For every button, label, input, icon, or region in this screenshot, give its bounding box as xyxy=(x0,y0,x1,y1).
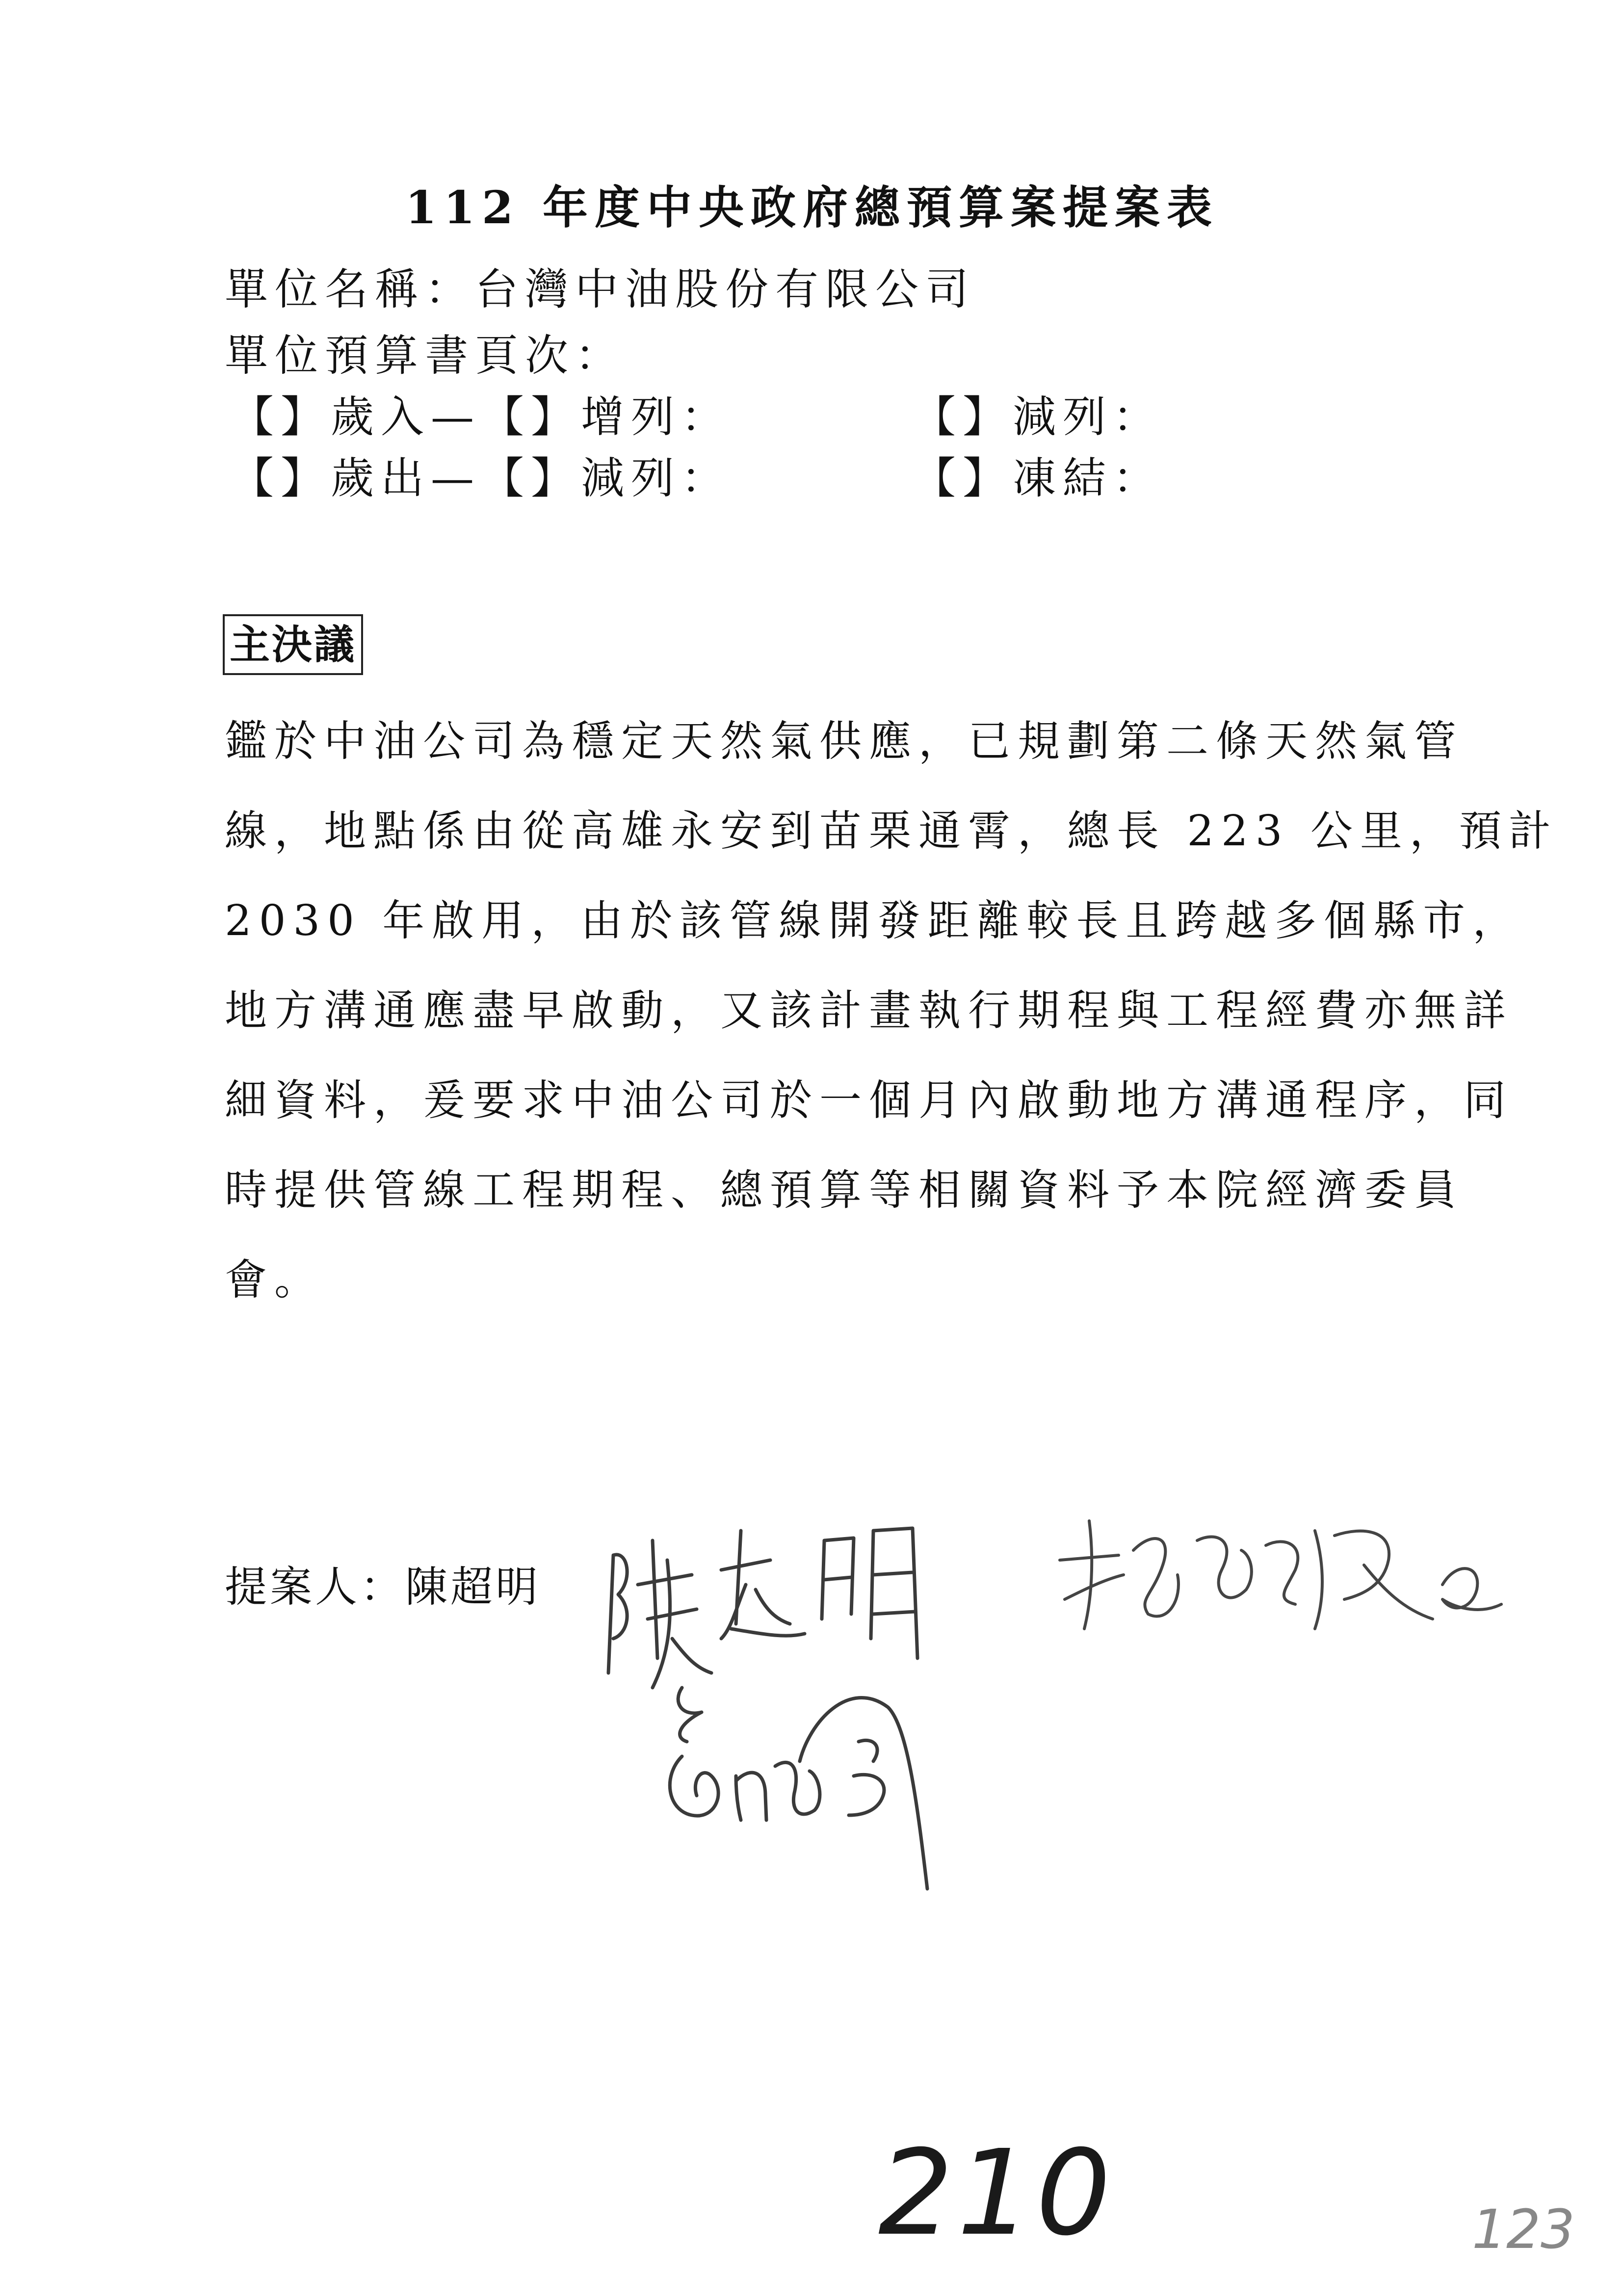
expense-freeze: 【】凍結： xyxy=(913,453,1163,503)
proposer: 提案人：陳超明 xyxy=(225,1563,541,1612)
resolution-body xyxy=(225,697,1558,1325)
main-resolution-label: 主決議 xyxy=(223,614,363,675)
body-line: 會。 xyxy=(225,1255,324,1305)
unit-name: 單位名稱：台灣中油股份有限公司 xyxy=(225,264,976,314)
body-line: 2030 年啟用，由於該管線開發距離較長且跨越多個縣市， xyxy=(225,896,1522,945)
body-line: 時提供管線工程期程、總預算等相關資料予本院經濟委員 xyxy=(225,1166,1464,1215)
body-line: 細資料，爰要求中油公司於一個月內啟動地方溝通程序，同 xyxy=(225,1076,1513,1125)
signature-second-legislator xyxy=(1050,1501,1511,1648)
expense-line: 【】歲出—【】減列： xyxy=(231,453,732,503)
signature-third-legislator xyxy=(653,1668,1006,1904)
body-line: 鑑於中油公司為穩定天然氣供應，已規劃第二條天然氣管 xyxy=(225,717,1464,766)
handwritten-corner-number: 123 xyxy=(1472,2198,1575,2261)
revenue-line: 【】歲入—【】增列： xyxy=(231,391,732,442)
page-number: 210 xyxy=(878,2124,1115,2262)
document-title: 112 年度中央政府總預算案提案表 xyxy=(405,181,1219,234)
body-line: 地方溝通應盡早啟動，又該計畫執行期程與工程經費亦無詳 xyxy=(225,986,1513,1035)
revenue-decrease: 【】減列： xyxy=(913,391,1163,442)
budget-page-number: 單位預算書頁次： xyxy=(225,330,626,381)
body-line: 線，地點係由從高雄永安到苗栗通霄，總長 223 公里，預計 xyxy=(225,807,1558,856)
